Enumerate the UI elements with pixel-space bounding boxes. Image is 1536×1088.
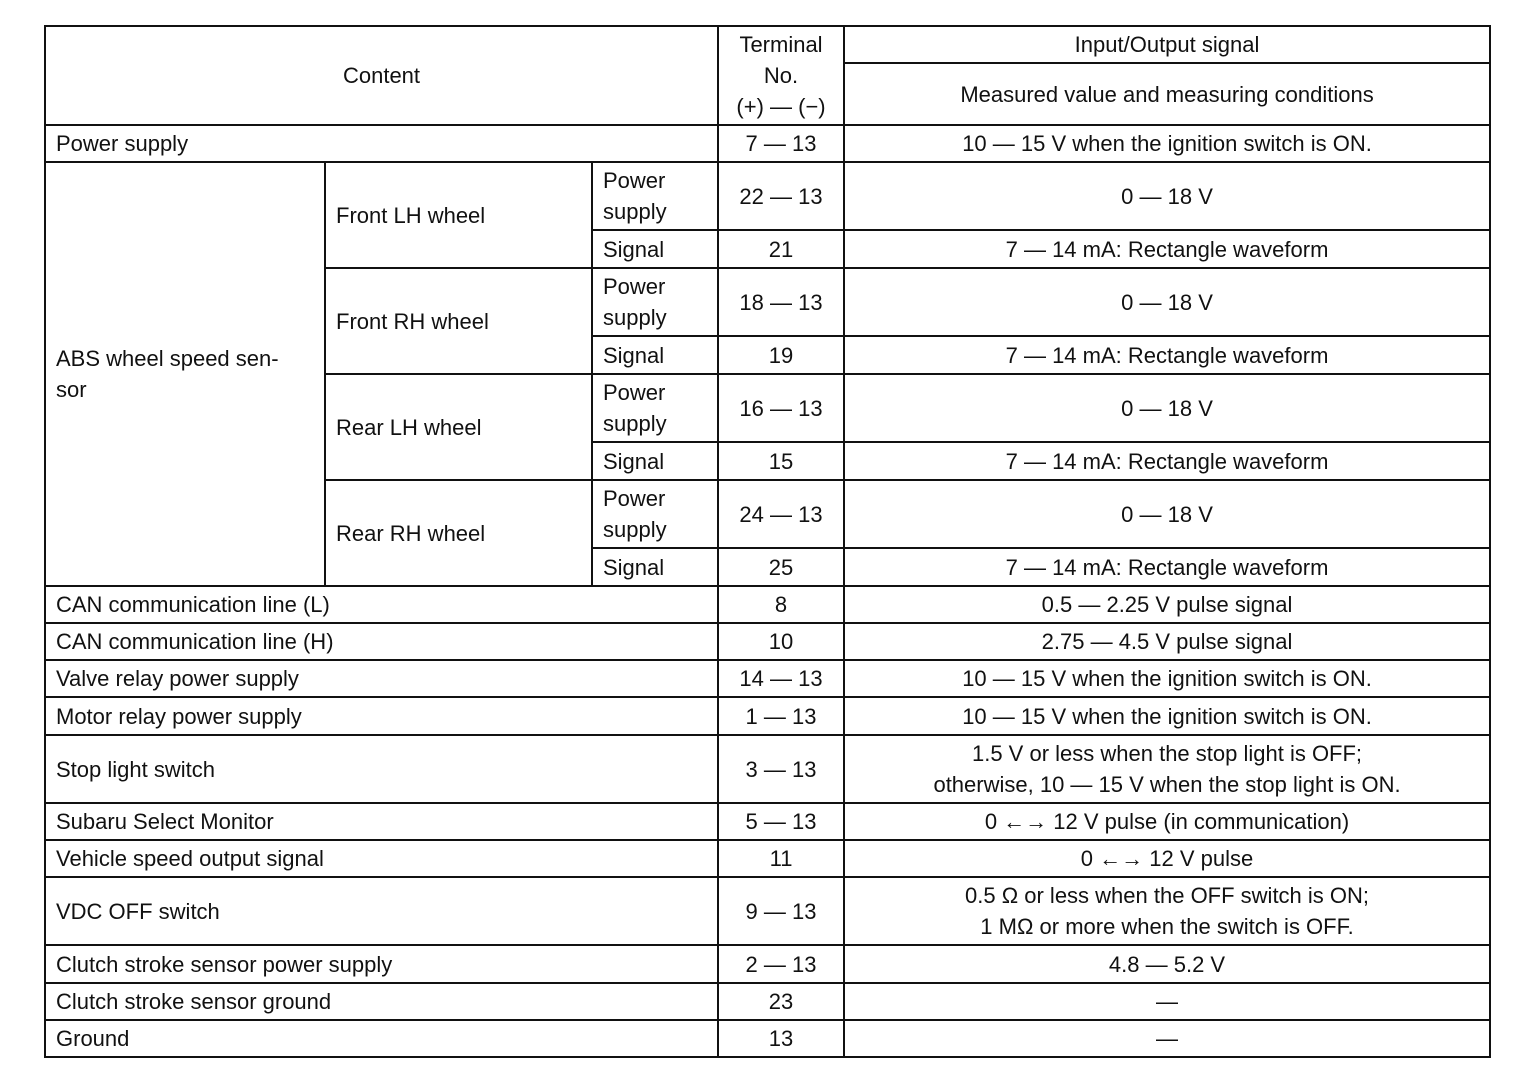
header-io-signal: Input/Output signal [844,26,1490,63]
row-terminal: 22 — 13 [718,162,844,230]
sub-label-power: Power supply [592,268,718,336]
row-content: Clutch stroke sensor power supply [45,945,718,983]
row-content: Motor relay power supply [45,697,718,735]
row-content: Power supply [45,125,718,162]
row-value: 7 — 14 mA: Rectangle waveform [844,230,1490,268]
table-row [45,983,1490,1020]
table-row [45,623,1490,660]
row-value: 4.8 — 5.2 V [844,945,1490,983]
wheel-name: Front RH wheel [325,268,592,374]
row-terminal: 11 [718,840,844,877]
row-value: — [844,1020,1490,1057]
header-terminal-line3: (+) — (−) [736,94,826,119]
row-terminal: 24 — 13 [718,480,844,548]
sub-label-power: Power supply [592,480,718,548]
row-content: Ground [45,1020,718,1057]
row-value: 0 — 18 V [844,162,1490,230]
header-content: Content [45,26,718,125]
row-value: 0 ←→ 12 V pulse (in communication) [844,803,1490,840]
row-content: VDC OFF switch [45,877,718,945]
table-row [45,660,1490,697]
row-content: Valve relay power supply [45,660,718,697]
row-terminal: 3 — 13 [718,735,844,803]
header-terminal-line2: No. [763,63,799,88]
row-terminal: 2 — 13 [718,945,844,983]
table-row [45,735,1490,803]
terminal-spec-table [44,25,1491,1058]
header-measured: Measured value and measuring conditions [844,63,1490,125]
row-terminal: 14 — 13 [718,660,844,697]
row-value: 2.75 — 4.5 V pulse signal [844,623,1490,660]
row-value: 0 — 18 V [844,374,1490,442]
table-row [45,125,1490,162]
row-terminal: 15 [718,442,844,480]
row-terminal: 10 [718,623,844,660]
sub-label-signal: Signal [592,442,718,480]
row-terminal: 21 [718,230,844,268]
header-terminal-line1: Terminal [739,32,823,57]
table-row [45,162,1490,230]
row-value: 0 — 18 V [844,268,1490,336]
row-content: Stop light switch [45,735,718,803]
row-terminal: 8 [718,586,844,623]
sub-label-signal: Signal [592,230,718,268]
row-terminal: 23 [718,983,844,1020]
wheel-name: Rear RH wheel [325,480,592,586]
row-value: 10 — 15 V when the ignition switch is ON. [844,125,1490,162]
row-content: Vehicle speed output signal [45,840,718,877]
table-row [45,840,1490,877]
row-terminal: 1 — 13 [718,697,844,735]
sub-label-signal: Signal [592,548,718,586]
table-row [45,803,1490,840]
header-row-1 [45,26,1490,63]
row-terminal: 13 [718,1020,844,1057]
table-row [45,877,1490,945]
sub-label-power: Power supply [592,162,718,230]
row-content: Clutch stroke sensor ground [45,983,718,1020]
row-content: Subaru Select Monitor [45,803,718,840]
row-terminal: 25 [718,548,844,586]
row-terminal: 18 — 13 [718,268,844,336]
row-content: CAN communication line (H) [45,623,718,660]
sub-label-signal: Signal [592,336,718,374]
row-value: — [844,983,1490,1020]
row-terminal: 16 — 13 [718,374,844,442]
row-value: 7 — 14 mA: Rectangle waveform [844,548,1490,586]
row-terminal: 9 — 13 [718,877,844,945]
header-terminal [718,26,844,125]
row-value: 0 — 18 V [844,480,1490,548]
wheel-name: Rear LH wheel [325,374,592,480]
row-value: 1.5 V or less when the stop light is OFF; otherwise, 10 — 15 V when the stop light is ON. [844,735,1490,803]
wheel-name: Front LH wheel [325,162,592,268]
row-value: 0.5 — 2.25 V pulse signal [844,586,1490,623]
row-terminal: 7 — 13 [718,125,844,162]
row-content: CAN communication line (L) [45,586,718,623]
row-value: 0 ←→ 12 V pulse [844,840,1490,877]
row-terminal: 5 — 13 [718,803,844,840]
sub-label-power: Power supply [592,374,718,442]
table-row [45,697,1490,735]
row-value: 10 — 15 V when the ignition switch is ON. [844,697,1490,735]
table-row [45,586,1490,623]
table-row [45,945,1490,983]
row-value: 7 — 14 mA: Rectangle waveform [844,442,1490,480]
row-terminal: 19 [718,336,844,374]
row-value: 0.5 Ω or less when the OFF switch is ON; 1 MΩ or more when the switch is OFF. [844,877,1490,945]
abs-sensor-label: ABS wheel speed sen- sor [45,162,325,586]
table-row [45,1020,1490,1057]
row-value: 10 — 15 V when the ignition switch is ON. [844,660,1490,697]
row-value: 7 — 14 mA: Rectangle waveform [844,336,1490,374]
